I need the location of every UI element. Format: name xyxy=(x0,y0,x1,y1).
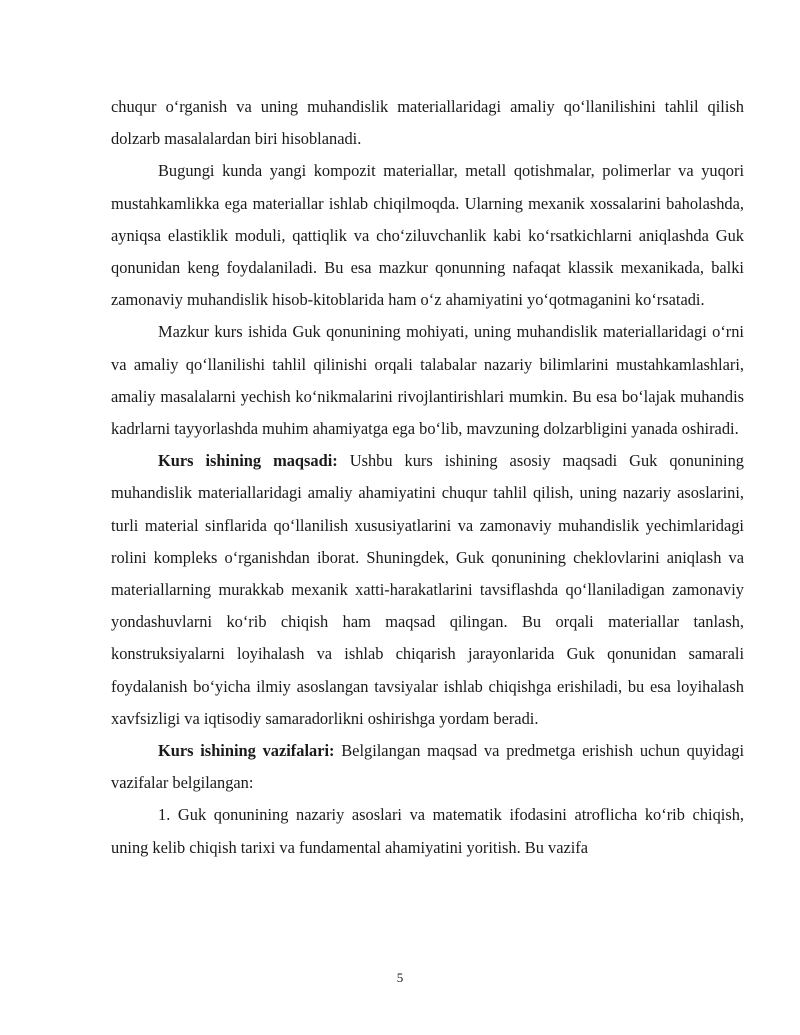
paragraph-text: Bugungi kunda yangi kompozit materiallar, metall qotishmalar, polimerlar va yuqori mustahkamlikka ega materiallar ishlab chiqilmoqda. Ularning mexanik xossalarini baholashda, ayniqsa elastiklik moduli, qattiqlik va cho‘ziluvchanlik kabi ko‘rsatkichlarni aniqlashda Guk qonunidan keng foydalaniladi. Bu esa mazkur qonunning nafaqat klassik mexanikada, balki zamonaviy muhandislik hisob-kitoblarida ham o‘z ahamiyatini yo‘qotmaganini ko‘rsatadi. xyxy=(111,161,744,310)
paragraph-text: chuqur o‘rganish va uning muhandislik materiallaridagi amaliy qo‘llanilishini tahlil qilish dolzarb masalalardan biri hisoblanadi. xyxy=(111,97,744,149)
body-text xyxy=(111,91,744,864)
goal-heading: Kurs ishining maqsadi: xyxy=(158,451,338,471)
paragraph-text: Belgilangan maqsad va predmetga erishish uchun quyidagi vazifalar belgilangan: xyxy=(111,741,744,793)
paragraph-course-goal xyxy=(111,445,744,735)
paragraph-course-tasks xyxy=(111,735,744,799)
paragraph-text: Ushbu kurs ishining asosiy maqsadi Guk qonunining muhandislik materiallaridagi amaliy ahamiyatini chuqur tahlil qilish, uning nazariy asoslarini, turli material sinflarida qo‘llanilish xususiyatlarini va zamonaviy muhandislik yechimlaridagi rolini kompleks o‘rganishdan iborat. Shuningdek, Guk qonunining cheklovlarini aniqlash va materiallarning murakkab mexanik xatti-harakatlarini tavsiflashda qo‘llaniladigan zamonaviy yondashuvlarni ko‘rib chiqish ham maqsad qilingan. Bu orqali materiallar tanlash, konstruksiyalarni loyihalash va ishlab chiqarish jarayonlarida Guk qonunidan samarali foydalanish bo‘yicha ilmiy asoslangan tavsiyalar ishlab chiqishga erishiladi, bu esa loyihalash xavfsizligi va iqtisodiy samaradorlikni oshirishga yordam beradi. xyxy=(111,451,745,728)
paragraph-text: Mazkur kurs ishida Guk qonunining mohiyati, uning muhandislik materiallaridagi o‘rni va amaliy qo‘llanilishi tahlil qilinishi orqali talabalar nazariy bilimlarini mustahkamlashlari, amaliy masalalarni yechish ko‘nikmalarini rivojlantirishlari mumkin. Bu esa bo‘lajak muhandis kadrlarni tayyorlashda muhim ahamiyatga ega bo‘lib, mavzuning dolzarbligini yanada oshiradi. xyxy=(111,322,744,439)
page-number: 5 xyxy=(396,970,404,985)
paragraph-new-materials xyxy=(111,155,744,316)
tasks-heading: Kurs ishining vazifalari: xyxy=(158,741,335,761)
task-item-1 xyxy=(111,799,744,863)
paragraph-text: 1. Guk qonunining nazariy asoslari va matematik ifodasini atroflicha ko‘rib chiqish, uning kelib chiqish tarixi va fundamental ahamiyatini yoritish. Bu vazifa xyxy=(111,805,744,857)
paragraph-course-relevance xyxy=(111,316,744,445)
paragraph-continuation xyxy=(111,91,744,155)
